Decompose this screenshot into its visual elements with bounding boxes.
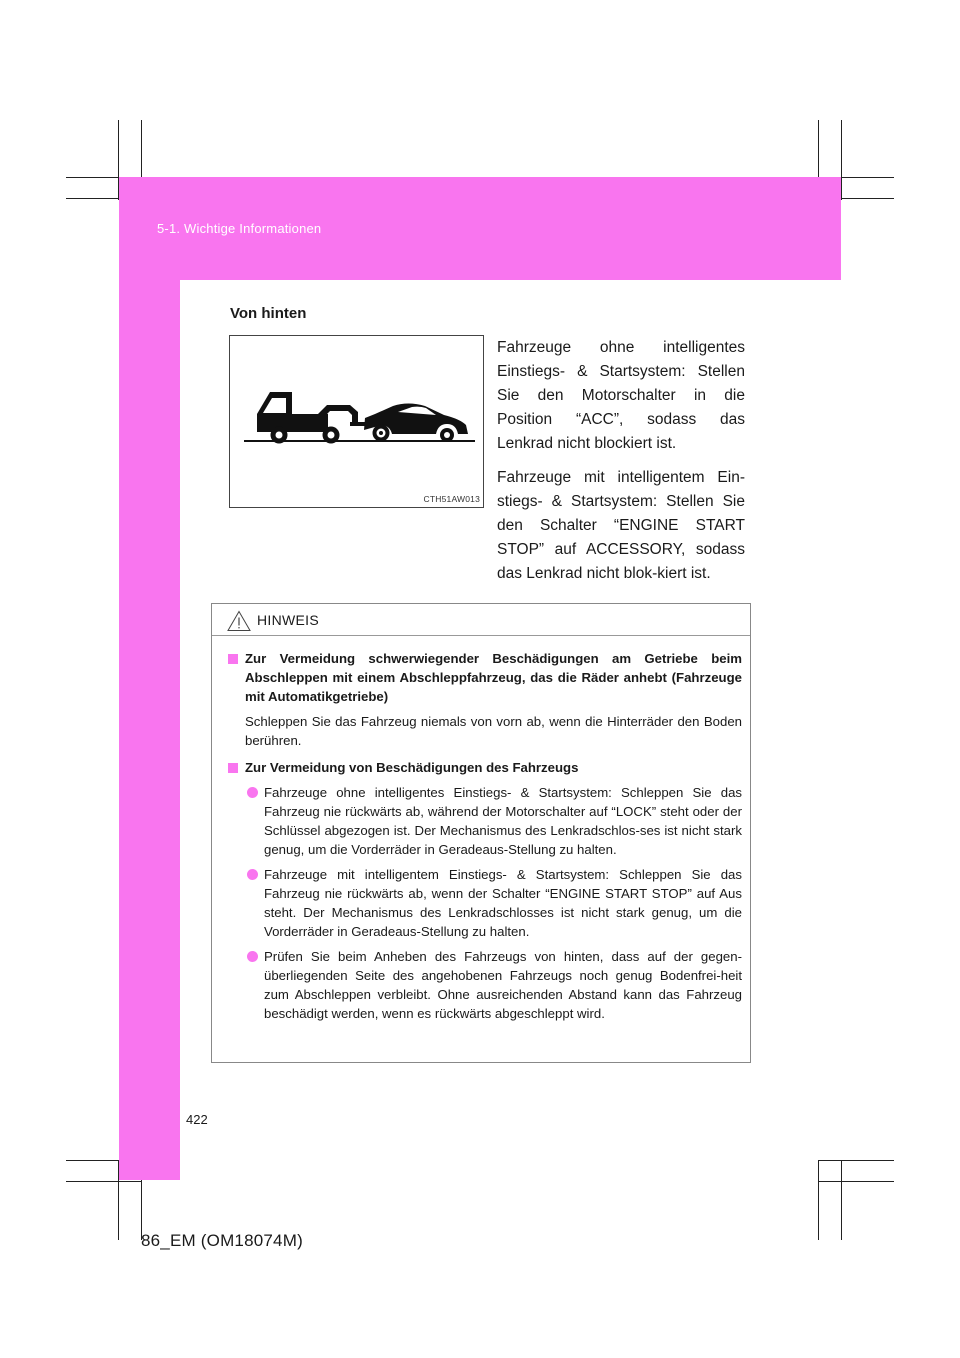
towing-figure xyxy=(229,335,484,508)
crop-mark xyxy=(841,120,842,200)
intro-text xyxy=(497,336,745,596)
crop-mark xyxy=(818,1181,894,1182)
notice-header xyxy=(212,604,750,636)
figure-code: CTH51AW013 xyxy=(423,494,480,504)
page-number: 422 xyxy=(186,1112,208,1127)
crop-mark xyxy=(66,1181,142,1182)
notice-box xyxy=(211,603,751,1063)
section-title: 5-1. Wichtige Informationen xyxy=(157,221,322,236)
notice-item-title: Zur Vermeidung schwerwiegender Beschädigungen am Getriebe beim Abschleppen mit einem Abschleppfahrzeug, das die Räder anhebt (Fahrzeuge mit Automatikgetriebe) xyxy=(245,651,742,704)
notice-bullet xyxy=(245,783,742,859)
intro-paragraph: Fahrzeuge mit intelligentem Ein-stiegs- & Startsystem: Stellen Sie den Schalter “ENGINE START STOP” auf ACCESSORY, sodass das Lenkrad nicht blok-kiert ist. xyxy=(497,469,745,582)
notice-title: HINWEIS xyxy=(257,612,319,628)
notice-bullet-text: Fahrzeuge ohne intelligentes Einstiegs- & Startsystem: Schleppen Sie das Fahrzeug nie rückwärts ab, während der Motorschalter auf “LOCK” steht oder der Schlüssel abgezogen ist. Der Mechanismus des Lenkradschlos-ses ist nicht stark genug, um die Vorderräder in Geradeaus-Stellung zu halten. xyxy=(264,785,742,857)
warning-triangle-icon xyxy=(227,610,251,632)
crop-mark xyxy=(841,1160,842,1240)
round-bullet-icon xyxy=(247,951,258,962)
notice-item-title: Zur Vermeidung von Beschädigungen des Fahrzeugs xyxy=(245,760,579,775)
square-bullet-icon xyxy=(228,763,238,773)
notice-item-text: Schleppen Sie das Fahrzeug niemals von vorn ab, wenn die Hinterräder den Boden berühren. xyxy=(245,714,742,748)
notice-item xyxy=(227,758,742,1023)
notice-bullet-text: Fahrzeuge mit intelligentem Einstiegs- & Startsystem: Schleppen Sie das Fahrzeug nie rückwärts ab, wenn der Schalter “ENGINE START STOP” auf Aus steht. Der Mechanismus des Lenkradschlosses ist nicht stark genug, um die Vorderräder in Geradeaus-Stellung zu halten. xyxy=(264,867,742,939)
round-bullet-icon xyxy=(247,869,258,880)
notice-item xyxy=(227,649,742,750)
notice-bullet xyxy=(245,865,742,941)
crop-mark xyxy=(818,1160,819,1240)
square-bullet-icon xyxy=(228,654,238,664)
sub-heading: Von hinten xyxy=(230,305,307,322)
notice-bullet-text: Prüfen Sie beim Anheben des Fahrzeugs von hinten, dass auf der gegen-überliegenden Seite des angehobenen Fahrzeugs noch genug Bodenfrei-heit zum Abschleppen verbleibt. Ohne ausreichenden Abstand kann das Fahrzeug beschädigt werden, wenn es rückwärts abgeschleppt wird. xyxy=(264,949,742,1021)
intro-paragraph: Fahrzeuge ohne intelligentes Einstiegs- & Startsystem: Stellen Sie den Motorschalter in die Position “ACC”, sodass das Lenkrad nicht blockiert ist. xyxy=(497,339,745,452)
crop-mark xyxy=(818,1160,894,1161)
notice-body xyxy=(212,636,750,1023)
round-bullet-icon xyxy=(247,787,258,798)
sidebar-band xyxy=(119,280,180,1180)
notice-bullet xyxy=(245,947,742,1023)
tow-truck-icon xyxy=(230,336,483,507)
document-code: 86_EM (OM18074M) xyxy=(141,1231,303,1250)
